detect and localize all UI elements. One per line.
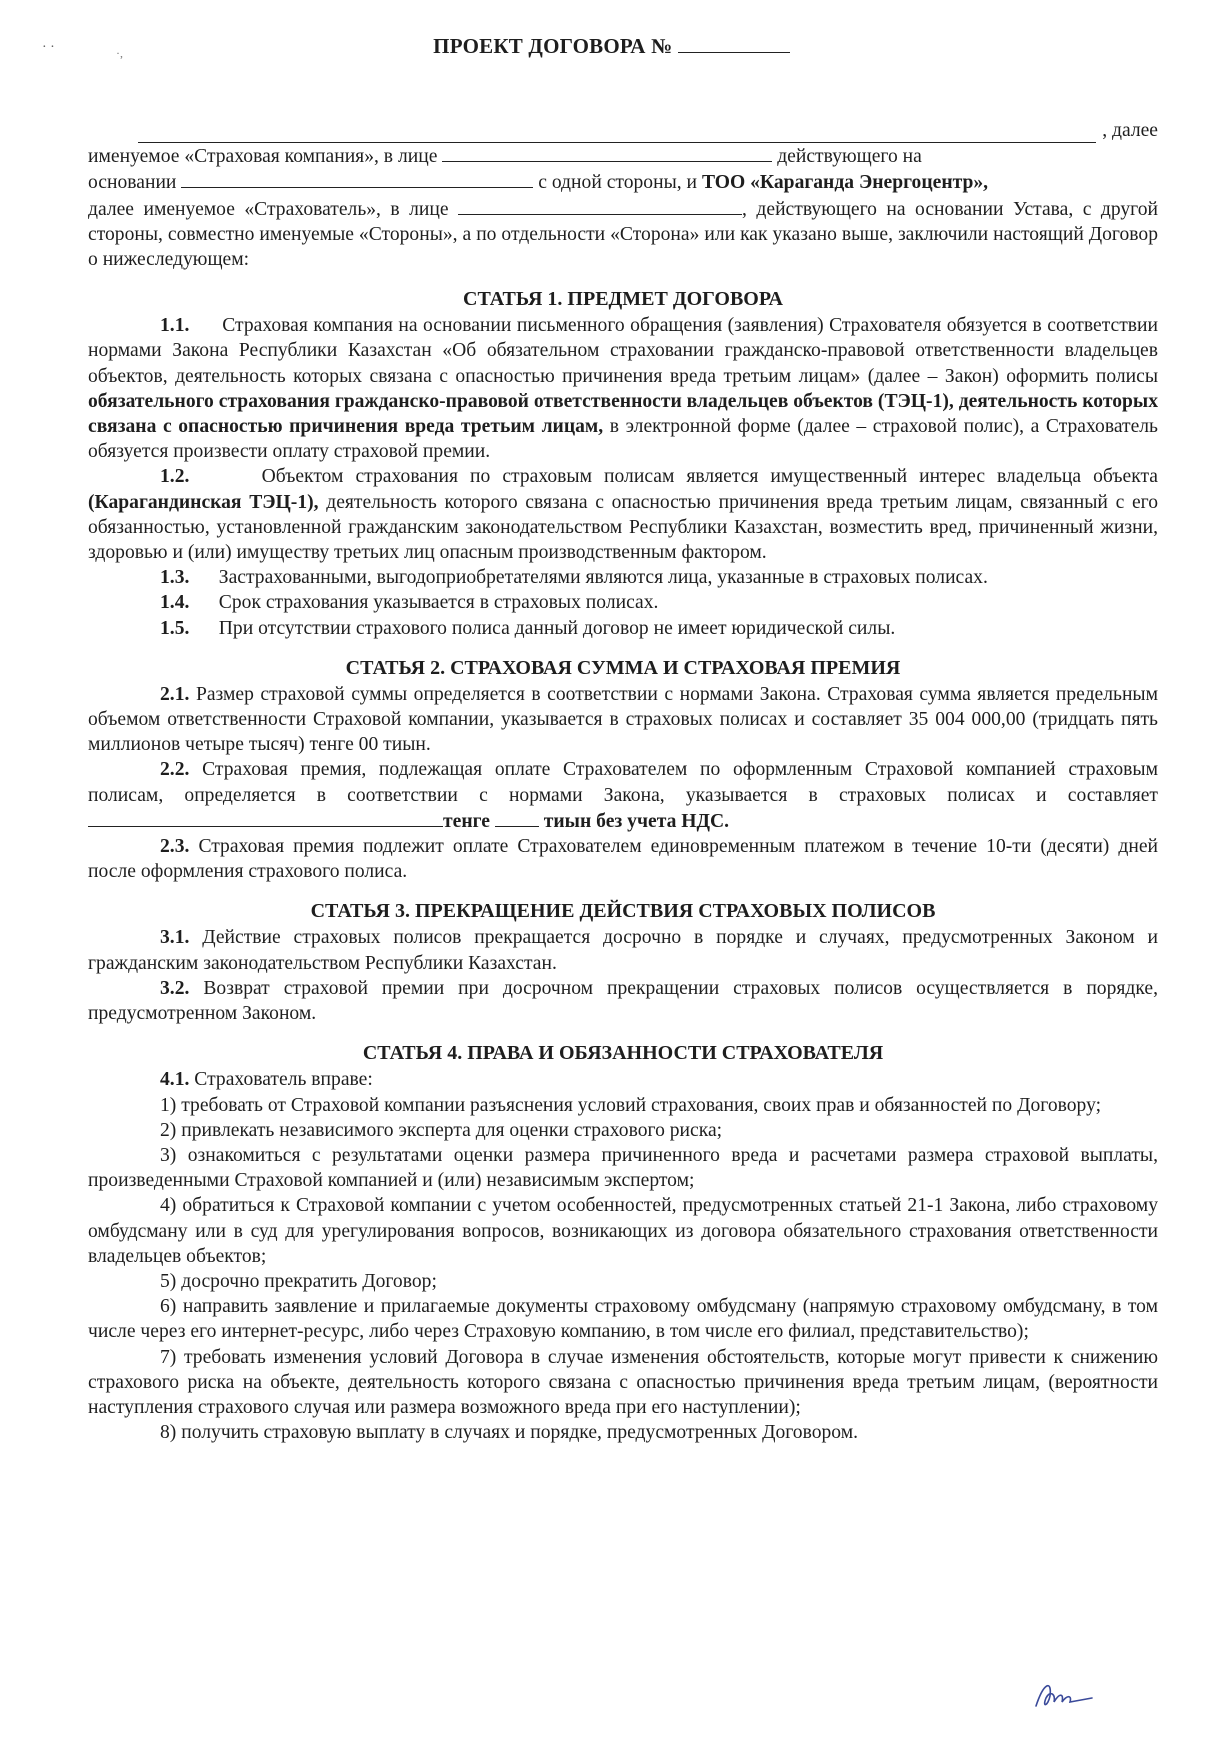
preamble-text: далее именуемое «Страхователь», в лице [88, 198, 449, 220]
clause-text: деятельность которого связана с опасностью причинения вреда третьим лицам, связанный с его обязанностью, установленной гражданским законодательством Республики Казахстан, возместить вред, причиненный жизни, здоровью и (или) имуществу третьих лиц опасным производственным фактором. [88, 491, 1158, 564]
right-item: 4) обратиться к Страховой компании с учетом особенностей, предусмотренных статьей 21-1 Закона, либо страховому омбудсману или в суд для урегулирования вопросов, возникающих из договора обязательного страхования ответственности владельцев объектов; [88, 1195, 1158, 1267]
clause-2-2 [88, 757, 1158, 834]
clause-text: Срок страхования указывается в страховых полисах. [218, 592, 659, 614]
clause-text: Возврат страховой премии при досрочном прекращении страховых полисов осуществляется в порядке, предусмотренном Законом. [88, 977, 1159, 1025]
clause-number: 2.2. [160, 759, 190, 781]
right-item: 8) получить страховую выплату в случаях и порядке, предусмотренных Договором. [160, 1422, 859, 1444]
clause-number: 1.1. [160, 315, 190, 337]
clause-number: 1.5. [160, 617, 190, 639]
article-1-heading: СТАТЬЯ 1. ПРЕДМЕТ ДОГОВОРА [463, 288, 783, 311]
right-item: 5) досрочно прекратить Договор; [160, 1270, 437, 1292]
clause-text: Действие страховых полисов прекращается досрочно в порядке и случаях, предусмотренных Законом и гражданским законодательством Республики Казахстан. [88, 927, 1158, 974]
title-text: ПРОЕКТ ДОГОВОРА № [433, 34, 673, 58]
clause-text: Застрахованными, выгодоприобретателями являются лица, указанные в страховых полисах. [218, 567, 988, 589]
clause-text: Размер страховой суммы определяется в соответствии с нормами Закона. Страховая сумма является предельным объемом ответственности Страховой компании, указывается в страховых полисах и составляет 35 004 000,00 (тридцать пять миллионов четыре тысяч) тенге 00 тиын. [88, 683, 1158, 756]
clause-number: 2.1. [160, 683, 190, 705]
clause-1-5 [88, 616, 1158, 641]
document-body [88, 118, 1158, 1445]
scan-mark: ·, [116, 46, 123, 60]
article-2-heading: СТАТЬЯ 2. СТРАХОВАЯ СУММА И СТРАХОВАЯ ПРЕМИЯ [345, 656, 901, 679]
clause-text: Страховая компания на основании письменного обращения (заявления) Страхователя обязуется в соответствии нормами Закона Республики Казахстан «Об обязательном страховании гражданско-правовой ответственности владельцев объектов, деятельность которых связана с опасностью причинения вреда третьим лицам» (далее – Закон) оформить полисы [88, 315, 1158, 387]
premium-amount-blank [88, 808, 443, 827]
clause-number: 1.4. [160, 592, 190, 614]
preamble-line-3 [88, 169, 1158, 195]
right-item: 2) привлекать независимого эксперта для оценки страхового риска; [160, 1119, 723, 1141]
right-item: 1) требовать от Страховой компании разъяснения условий страхования, своих прав и обязанностей по Договору; [160, 1094, 1102, 1116]
contract-number-blank [678, 34, 790, 53]
right-item: 3) ознакомиться с результатами оценки размера причиненного вреда и расчетами размера страховой выплаты, произведенными Страховой компанией и (или) независимым экспертом; [88, 1144, 1158, 1192]
representative-blank [442, 143, 772, 162]
clause-number: 3.1. [160, 927, 190, 949]
clause-text: в электронной форме (далее – страховой полис), а Страхователь обязуется произвести оплату страховой премии. [88, 416, 1158, 463]
preamble-text: именуемое «Страховая компания», в лице [88, 146, 438, 168]
clause-2-1 [88, 682, 1158, 758]
preamble-line-1 [88, 118, 1158, 143]
currency-label: тенге [443, 810, 490, 832]
currency-label: тиын без учета НДС. [543, 810, 730, 832]
insured-representative-blank [458, 196, 742, 215]
clause-text: Объектом страхования по страховым полисам является имущественный интерес владельца объекта [261, 466, 1158, 488]
clause-text: При отсутствии страхового полиса данный договор не имеет юридической силы. [218, 617, 896, 639]
clause-3-2 [88, 976, 1158, 1026]
clause-1-2 [88, 464, 1158, 565]
clause-3-1 [88, 925, 1158, 975]
document-title [0, 34, 1223, 59]
clause-text: Страхователь вправе: [194, 1069, 373, 1091]
preamble-line-2 [88, 143, 1158, 169]
insured-party-name: ТОО «Караганда Энергоцентр», [701, 172, 989, 194]
scan-mark: · · [42, 40, 55, 55]
clause-text: Страховая премия, подлежащая оплате Страхователем по оформленным Страховой компанией страховым полисам, определяется в соответствии с нормами Закона, указывается в страховых полисах и составляет [88, 759, 1158, 806]
clause-1-1 [88, 313, 1158, 464]
clause-number: 3.2. [160, 977, 190, 999]
preamble-line-4 [88, 196, 1158, 273]
clause-number: 1.3. [160, 567, 190, 589]
clause-1-4 [88, 590, 1158, 615]
clause-number: 4.1. [160, 1069, 190, 1091]
clause-4-1 [88, 1067, 1158, 1092]
basis-blank [181, 169, 533, 188]
clause-text: Страховая премия подлежит оплате Страхователем единовременным платежом в течение 10-ти (десяти) дней после оформления страхового полиса. [88, 836, 1158, 883]
article-3-heading: СТАТЬЯ 3. ПРЕКРАЩЕНИЕ ДЕЙСТВИЯ СТРАХОВЫХ ПОЛИСОВ [310, 900, 936, 923]
article-4-heading: СТАТЬЯ 4. ПРАВА И ОБЯЗАННОСТИ СТРАХОВАТЕЛЯ [362, 1042, 884, 1065]
clause-bold-text: обязательного страхования гражданско-правовой ответственности владельцев объектов (ТЭЦ-1), деятельность которых связана с опасностью причинения вреда третьим лицам, [88, 390, 1158, 438]
clause-number: 1.2. [160, 466, 190, 488]
premium-tiyn-blank [495, 808, 539, 827]
handwritten-initials-icon [1030, 1676, 1100, 1712]
preamble-text: основании [88, 172, 177, 194]
preamble-text: Устава, с другой стороны, совместно именуемые «Стороны», а по отдельности «Сторона» или как указано выше, заключили настоящий Договор о нижеследующем: [88, 198, 1159, 271]
preamble-text: , далее [1102, 120, 1158, 141]
preamble-text: , действующего на основании [742, 198, 1004, 220]
right-item: 7) требовать изменения условий Договора в случае изменения обстоятельств, которые могут привести к снижению страхового риска на объекте, деятельность которого связана с опасностью причинения вреда третьим лицам, (вероятности наступления страхового случая или размера возможного вреда при его наступлении); [88, 1346, 1158, 1418]
insurer-name-blank [138, 124, 1096, 143]
clause-1-3 [88, 565, 1158, 590]
preamble-text: с одной стороны, и [538, 172, 698, 194]
preamble-text: действующего на [777, 146, 922, 168]
right-item: 6) направить заявление и прилагаемые документы страховому омбудсману (напрямую страховому омбудсману, в том числе через его интернет-ресурс, либо через Страховую компанию, в том числе его филиал, представительство); [88, 1296, 1158, 1343]
clause-number: 2.3. [160, 836, 190, 858]
clause-bold-text: (Карагандинская ТЭЦ-1), [88, 491, 319, 513]
clause-2-3 [88, 834, 1158, 884]
